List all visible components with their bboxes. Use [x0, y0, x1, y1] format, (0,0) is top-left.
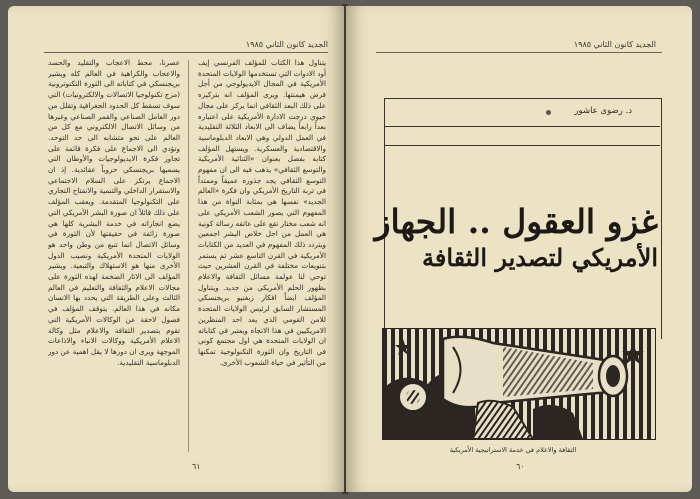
header-rule [376, 52, 662, 53]
bullhorn-illustration [383, 329, 655, 439]
header-rule [44, 52, 328, 53]
author-rule [384, 145, 660, 146]
article-illustration [382, 328, 656, 440]
page-number: ٦٠ [516, 462, 525, 471]
article-headline [374, 202, 658, 274]
headline-line-2: الأمريكي لتصدير الثقافة [421, 243, 658, 272]
column-rule [188, 60, 189, 452]
left-page [8, 6, 344, 492]
page-number: ٦١ [192, 462, 201, 471]
illustration-caption: الثقافة والاعلام في خدمة الاستراتيجية الأمريكية [449, 446, 577, 454]
headline-line-1: غزو العقول .. الجهاز [374, 202, 658, 241]
text-column-right: يتناول هذا الكتاب للمؤلف الفرنسي إيف أود الادوات التي تستخدمها الولايات المتحدة الأمريكية في المجال الايديولوجي من أجل فرض هيمنتها. ويرى المؤلف انه بتركيزه على ذلك البعد الثقافي انما يركز على مجال حيوي درجت الادارة الأمريكية على اعتباره بعداً رابعاً يضاف الى الابعاد الثلاثة التقليدية في العمل الدولي وهي الابعاد الدبلوماسية والاقتصادية والعسكرية. ويستهل المؤلف كتابه بفصل بعنوان «الثنائية الأمريكية والتوسع الثقافي» يذهب فيه الى ان مفهوم التوسع الثقافي يجد جذوره عميقاً وممتداً في تربة التاريخ الأمريكي وان فكرة «العالم الجديد» نفسها هي بمثابة النواة من هذا المفهوم التي يصور الشعب الأمريكي على انه شعب مختار تقع على عاتقه رسالة كونية هي العمل من اجل خلاص البشر اجمعين ويتردد ذلك المفهوم في العديد من الكتابات الأمريكية في القرن التاسع عشر ثم يستمر بتنويعات مختلفة في القرن العشرين حيث توحي لنا عولمة مسائل الثقافة والاعلام بظهور الحلم الأمريكي من جديد. ويتناول المؤلف ايضاً افكار زبغنيو بريجنسكي المستشار السابق لرئيس الولايات المتحدة للامن القومي الذي يعد احد المنظرين الامريكيين في هذا الاتجاه ويعتبر في كتاباته ان الولايات المتحدة هي اول مجتمع كوني في التاريخ وان الثورة التكنولوجية تمكنها من التأثير في حياة الشعوب الأخرى. [198, 58, 326, 367]
running-head: الجديد كانون الثاني ١٩٨٥ [573, 40, 656, 49]
right-page [346, 6, 692, 492]
text-column-left: عصرنا، محط الاعجاب والتقليد والحسد والاعجاب والكراهية في العالم كله ويشير بريجنسكي في كتاباته الى الثورة التكنوترونية (مزج تكنولوجيا الاتصالات والالكترونيات) التي سوف تسقط كل الحدود الجغرافية وتقلل من دور العامل الصناعي والقمر الصناعي وغيرها من وسائل الاتصال الالكتروني مع كل من العالم على نحو متشابه الى حد التوحد. وتؤدي الى الاجماع على فكرة قائمة على تجاوز فكرة الايديولوجيات والأوطان التي يسميها بريجنسكي حروباً عقائدية. إذ ان الاجماع يرتكز على السلام الاجتماعي والاستقرار الداخلي والتنمية والانفتاح التجاري على التكنولوجيا المتقدمة. ويعقب المؤلف على ذلك قائلاً ان صورة البشر الأمريكي التي يضع انجازاته في خدمة البشرية كلها هي صورة زائفة في حقيقتها لأن الثورة في وسائل الاتصال انما تتبع من وطن واحد هو الولايات المتحدة الأمريكية ونصيب الدول الأخرى منها هو الاستهلاك والتبعية. ويشير المؤلف الى الاثار الضخمة لهذه الثورة على مجالات الاعلام والثقافة والتعليم في العالم الثالث وعلى الطريقة التي يحدد بها الانسان مكانه في هذا العالم. يتوقف المؤلف في فصول لاحقة عن الوكالات الأمريكية التي تقوم بتصدير الثقافة والاعلام مثل وكالة الاعلام الأمريكية ووكالات الانباء والاذاعات الموجهة ويرى ان دورها لا يقل اهمية عن دور الدبلوماسية التقليدية. [48, 58, 180, 367]
article-author: د. رضوى عاشور [574, 106, 632, 116]
running-head: الجديد كانون الثاني ١٩٨٥ [245, 40, 328, 49]
author-rule [384, 126, 660, 127]
bullet-icon [546, 110, 551, 115]
